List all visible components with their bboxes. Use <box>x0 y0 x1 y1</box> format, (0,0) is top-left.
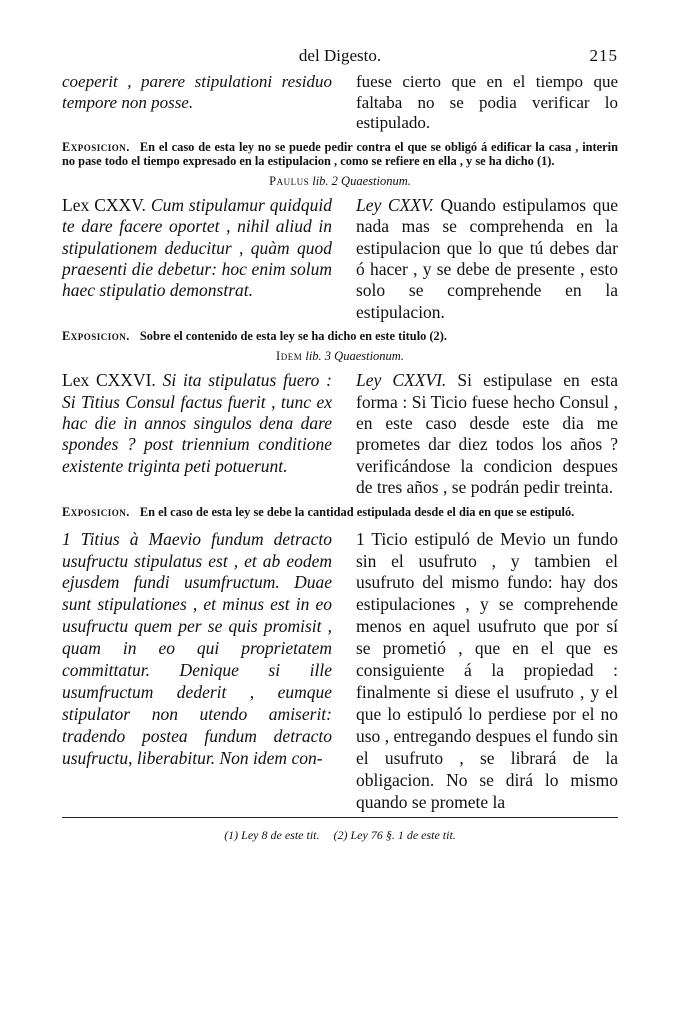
rubric-author: Idem <box>276 349 303 364</box>
rubric-book: lib. 3 Quaestionum. <box>305 349 404 364</box>
footnote-1: (1) Ley 8 de este tit. <box>224 828 320 843</box>
latin-column: coeperit , parere stipulationi residuo tempore non posse. <box>62 72 332 112</box>
running-header <box>62 46 618 70</box>
section-paragraph-1 <box>62 529 618 814</box>
exposicion-label: Exposicion. <box>62 139 130 154</box>
spanish-text: Si estipulase en esta forma : Si Ticio fuese hecho Consul , en este caso desde este dia me prometes dar diez todos los años ? verificándose la condicion despues de tres años , se podrán pedir treinta. <box>356 370 619 498</box>
latin-column <box>62 195 332 323</box>
page-number: 215 <box>589 46 618 65</box>
spanish-text: Quando estipulamos que nada mas se comprehenda en la estipulacion que lo que tú debes dar ó hacer , y se debe de presente , esto solo se comprehende en la estipulacion. <box>356 194 619 322</box>
footnotes <box>62 828 618 843</box>
exposicion-3 <box>62 505 618 519</box>
running-title: del Digesto. <box>298 46 382 65</box>
spanish-column <box>356 370 618 498</box>
exposicion-2 <box>62 329 618 343</box>
spanish-column: 1 Ticio estipuló de Mevio un fundo sin el usufruto , y tambien el usufruto del mismo fundo: hay dos estipulaciones , y se comprehende menos en aquel usufruto que por sí se prometió , que en el que es consiguiente á la propiedad : finalmente si diese el usufruto , y el que lo estipuló lo perdiese por el no uso , entregando despues el fundo sin el usufruto , se librará de la obligacion. No se dirá lo mismo quando se promete la <box>356 528 618 812</box>
spanish-column: fuese cierto que en el tiempo que faltaba no se podia verificar lo estipulado. <box>356 72 618 133</box>
rubric-paulus <box>62 174 618 189</box>
exposicion-text: Sobre el contenido de esta ley se ha dicho en este titulo (2). <box>139 329 447 344</box>
latin-column <box>62 370 332 498</box>
latin-column: 1 Titius à Maevio fundum detracto usufructu stipulatus est , et ab eodem ejusdem fundi usumfructum. Duae sunt stipulationes , et minus est in eo usufructu quem per se quis promisit , quam in eo qui proprietatem committatur. Denique si ille usumfructum dederit , eumque stipulator non utendo amiserit: tradendo postea fundum detracto usufructu, liberabitur. Non idem con- <box>62 528 332 768</box>
spanish-column <box>356 195 618 323</box>
rubric-idem <box>62 349 618 364</box>
section-continuation <box>62 72 618 134</box>
section-lex-cxxvi <box>62 370 618 498</box>
latin-text: Cum stipulamur quidquid te dare facere oportet , nihil aliud in stipulationem deducitur , quàm quod praesenti die debetur: hoc enim solum haec stipulatio demonstrat. <box>62 194 332 301</box>
exposicion-label: Exposicion. <box>62 329 130 344</box>
lex-heading: Lex CXXV. <box>62 194 146 215</box>
ley-heading: Ley CXXVI. <box>356 370 447 391</box>
exposicion-1 <box>62 140 618 168</box>
lex-heading: Lex CXXVI. <box>62 370 156 391</box>
ley-heading: Ley CXXV. <box>356 194 434 215</box>
exposicion-text: En el caso de esta ley se debe la cantidad estipulada desde el dia en que se estipuló. <box>139 504 575 519</box>
page <box>62 46 618 843</box>
rubric-author: Paulus <box>269 173 310 188</box>
footnote-2: (2) Ley 76 §. 1 de este tit. <box>333 828 456 843</box>
section-lex-cxxv <box>62 195 618 323</box>
exposicion-label: Exposicion. <box>62 504 130 519</box>
exposicion-text: En el caso de esta ley no se puede pedir contra el que se obligó á edificar la casa , interin no pase todo el tiempo expresado en la estipulacion , como se refiere en ella , y se ha dicho (1). <box>62 139 618 168</box>
rubric-book: lib. 2 Quaestionum. <box>312 173 411 188</box>
latin-text: Si ita stipulatus fuero : Si Titius Consul factus fuerit , tunc ex hac die in annos singulos dena dare spondes ? post triennium conditione existente triginta peti potuerunt. <box>62 370 333 476</box>
footnote-divider <box>62 817 618 818</box>
